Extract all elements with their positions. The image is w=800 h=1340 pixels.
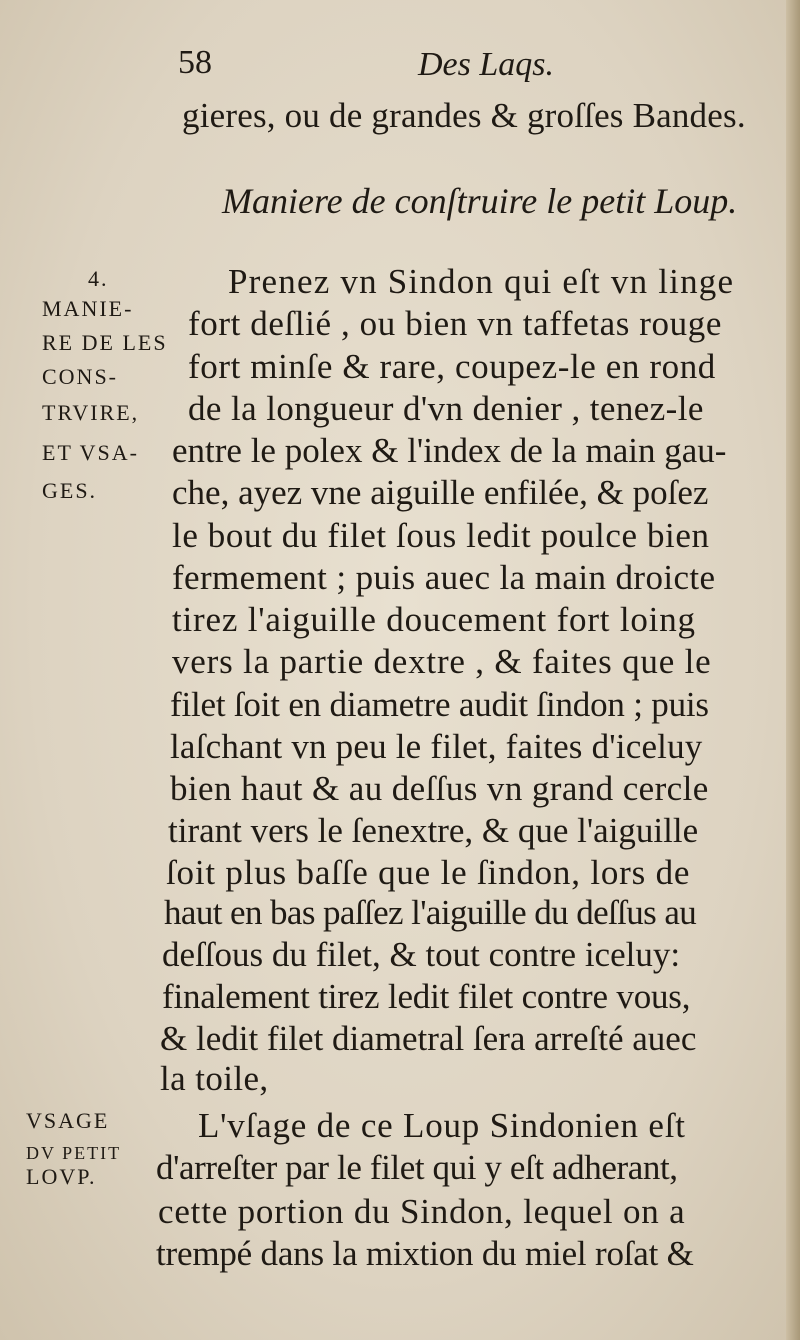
text-line: haut en bas paſſez l'aiguille du deſſus au	[164, 893, 697, 932]
text-line: ſoit plus baſſe que le ſindon, lors de	[166, 853, 691, 892]
page-edge	[786, 0, 800, 1340]
margin-note-line: TRVIRE,	[42, 400, 140, 425]
margin-note-line: VSAGE	[26, 1108, 110, 1133]
text-line: fort minſe & rare, coupez-le en rond	[188, 347, 716, 386]
text-line: de la longueur d'vn denier , tenez-le	[188, 389, 704, 428]
text-line: filet ſoit en diametre audit ſindon ; puis	[170, 685, 709, 724]
text-line: vers la partie dextre , & faites que le	[172, 642, 712, 681]
text-line: entre le polex & l'index de la main gau-	[172, 431, 727, 470]
text-line: tirez l'aiguille doucement fort loing	[172, 600, 696, 639]
text-line: le bout du filet ſous ledit poulce bien	[172, 516, 710, 555]
margin-note-line: LOVP.	[26, 1164, 97, 1189]
margin-note-line: ET VSA-	[42, 440, 139, 465]
text-line: fermement ; puis auec la main droicte	[172, 558, 716, 597]
running-head: Des Laqs.	[418, 46, 555, 83]
text-line: L'vſage de ce Loup Sindonien eſt	[198, 1106, 686, 1145]
section-heading: Maniere de conſtruire le petit Loup.	[222, 181, 738, 221]
text-line: la toile,	[160, 1059, 269, 1098]
margin-note-line: DV PETIT	[26, 1143, 122, 1163]
page-header	[178, 44, 578, 90]
margin-note-number: 4.	[88, 266, 109, 291]
page-number: 58	[178, 44, 212, 81]
text-line: trempé dans la mixtion du miel roſat &	[156, 1234, 694, 1273]
text-line: bien haut & au deſſus vn grand cercle	[170, 769, 709, 808]
text-line: tirant vers le ſenextre, & que l'aiguille	[168, 811, 699, 850]
continuation-line: gieres, ou de grandes & groſſes Bandes.	[182, 96, 746, 135]
text-line: che, ayez vne aiguille enfilée, & poſez	[172, 473, 709, 512]
text-line: laſchant vn peu le filet, faites d'iceluy	[170, 727, 703, 766]
text-line: d'arreſter par le filet qui y eſt adherant,	[156, 1148, 678, 1187]
margin-note-line: MANIE-	[42, 296, 134, 321]
text-line: Prenez vn Sindon qui eſt vn linge	[228, 262, 735, 301]
margin-note-line: RE DE LES	[42, 330, 168, 355]
margin-note-line: GES.	[42, 478, 98, 503]
text-line: finalement tirez ledit filet contre vous,	[162, 977, 691, 1016]
text-line: cette portion du Sindon, lequel on a	[158, 1192, 686, 1231]
margin-note-line: CONS-	[42, 364, 119, 389]
text-line: & ledit filet diametral ſera arreſté auec	[160, 1019, 697, 1058]
text-line: fort deſlié , ou bien vn taffetas rouge	[188, 304, 722, 343]
text-line: deſſous du filet, & tout contre iceluy:	[162, 935, 681, 974]
